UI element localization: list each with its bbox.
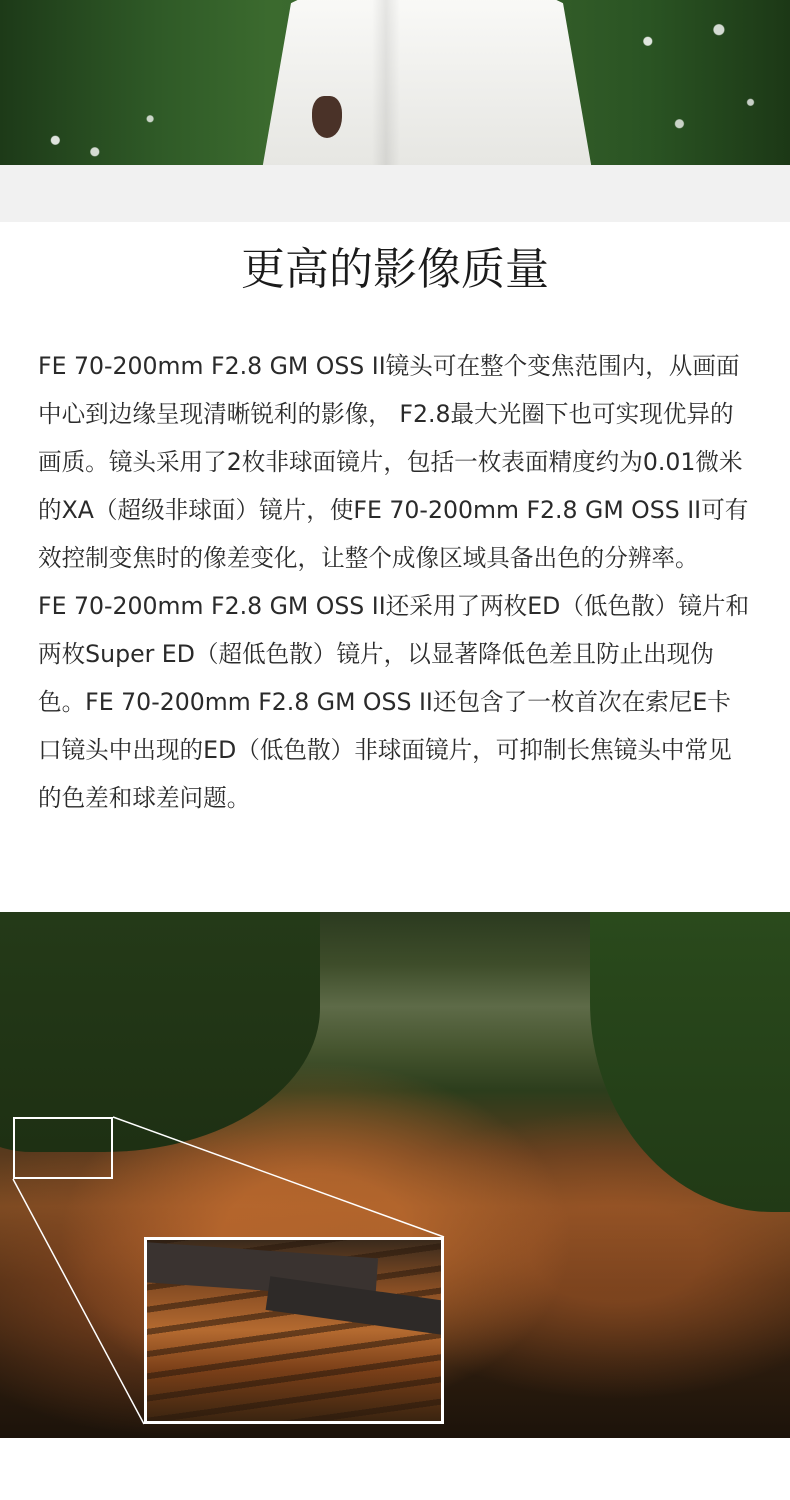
zoom-inset-photo <box>144 1237 444 1424</box>
zoom-source-box <box>13 1117 113 1179</box>
hill-left <box>0 912 320 1152</box>
section-heading: 更高的影像质量 <box>241 244 549 295</box>
white-dress <box>262 0 592 165</box>
top-photo <box>0 0 790 165</box>
gray-band <box>0 165 790 222</box>
paragraph-2: FE 70-200mm F2.8 GM OSS II还采用了两枚ED（低色散）镜片和两枚Super ED（超低色散）镜片，以显著降低色差且防止出现伪色。FE 70-200mm F2.8 GM OSS II还包含了一枚首次在索尼E卡口镜头中出现的ED（低色散）非球面镜片，可抑制长焦镜头中常见的色差和球差问题。 <box>38 592 750 812</box>
section-body <box>38 342 754 822</box>
hand <box>312 96 342 138</box>
hill-right <box>590 912 790 1212</box>
dress-fold <box>372 0 400 165</box>
paragraph-1: FE 70-200mm F2.8 GM OSS II镜头可在整个变焦范围内，从画面中心到边缘呈现清晰锐利的影像， F2.8最大光圈下也可实现优异的画质。镜头采用了2枚非球面镜片，包括一枚表面精度约为0.01微米的XA（超级非球面）镜片，使FE 70-200mm F2.8 GM OSS II可有效控制变焦时的像差变化，让整个成像区域具备出色的分辨率。 <box>38 352 749 572</box>
